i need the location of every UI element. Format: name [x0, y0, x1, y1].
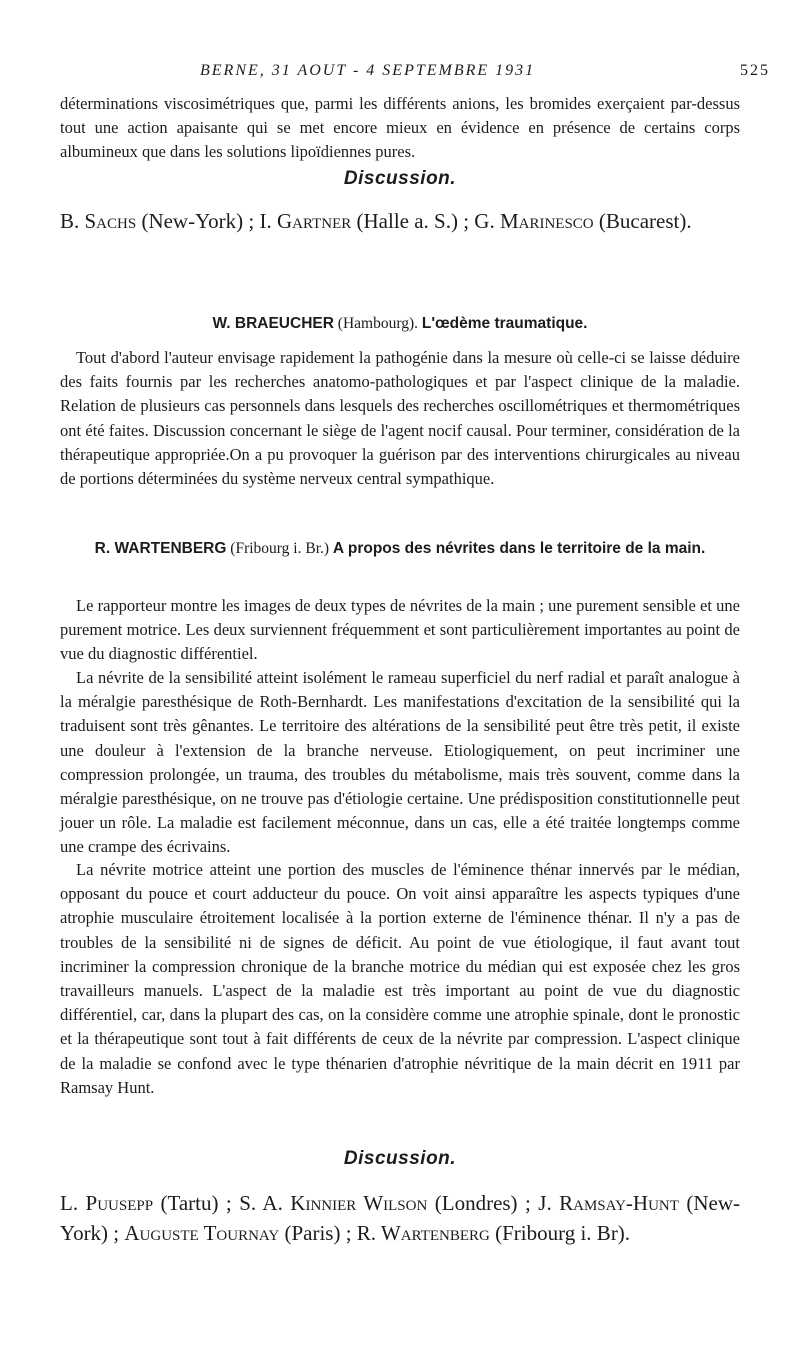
page-number: 525	[740, 62, 770, 79]
continuation-paragraph: déterminations viscosimétriques que, parmi les différents anions, les bromides exerçaient par-dessus tout une action apaisante qui se met encore mieux en évidence en présence de certains corps albumineux que dans les solutions lipoïdiennes pures.	[60, 94, 740, 161]
article-body-braeucher: Tout d'abord l'auteur envisage rapidement la pathogénie dans la mesure où celle-ci se laisse déduire des faits fournis par les recherches anatomo-pathologiques et par l'aspect clinique de la maladie. Relation de plusieurs cas personnels dans lesquels des recherches oscillométriques et thermométriques ont été faites. Discussion concernant le siège de l'agent nocif causal. Pour terminer, considération de la thérapeutique appropriée.On a pu provoquer la guérison par des interventions chirurgicales au niveau de portions déterminées du système nerveux central sympathique.	[60, 348, 740, 489]
participant-place: (Fribourg i. Br).	[489, 1221, 631, 1245]
article-heading-braeucher	[60, 312, 740, 336]
running-head: BERNE, 31 AOUT - 4 SEPTEMBRE 1931	[200, 62, 536, 79]
article-paragraph-1: Le rapporteur montre les images de deux types de névrites de la main ; une purement sensible et une purement motrice. Les deux surviennent fréquemment et sont particulièrement importantes au point de vue du diagnostic différentiel.	[60, 596, 740, 664]
participant-name: Auguste Tournay	[124, 1221, 280, 1245]
participant-place: (Paris) ;	[279, 1221, 357, 1245]
article-author: R. WARTENBERG	[94, 540, 227, 557]
discussion-heading-1: Discussion.	[343, 168, 457, 189]
discussion-participants-1	[60, 206, 740, 236]
participant-name: I. Gartner	[259, 209, 352, 233]
participant-place: (Londres) ;	[427, 1191, 539, 1215]
discussion-participants-2	[60, 1188, 740, 1248]
article-author-place: (Fribourg i. Br.)	[226, 540, 333, 557]
article-heading-wartenberg	[60, 537, 740, 561]
participant-place: (New-York) ;	[60, 1191, 740, 1245]
article-author-place: (Hambourg).	[333, 315, 422, 332]
article-paragraph-3: La névrite motrice atteint une portion des muscles de l'éminence thénar innervés par le médian, opposant du pouce et court adducteur du pouce. On voit ainsi apparaître les aspects typiques d'une atrophie musculaire étroitement localisée à la portion externe de l'éminence thénar. Il n'y a pas de troubles de la sensibilité ni de signes de déficit. Au point de vue étiologique, il faut avant tout incriminer la compression chronique de la branche motrice du médian qui est exposée chez les gros travailleurs manuels. L'aspect de la maladie est très important au point de vue du diagnostic différentiel, car, dans la plupart des cas, on la considère comme une atrophie spinale, dont le pronostic et la thérapeutique sont tout à fait différents de ceux de la névrite par compression. L'aspect clinique de la maladie se confond avec le type thénarien d'atrophie névritique de la main décrit en 1911 par Ramsay Hunt.	[60, 860, 740, 1097]
participant-name: L. Puusepp	[60, 1191, 154, 1215]
article-title: L'œdème traumatique.	[421, 315, 588, 332]
article-title: A propos des névrites dans le territoire de la main.	[332, 540, 706, 557]
participant-name: R. Wartenberg	[356, 1221, 490, 1245]
participant-name: B. Sachs	[60, 209, 137, 233]
participant-name: S. A. Kinnier Wilson	[239, 1191, 428, 1215]
participant-name: G. Marinesco	[474, 209, 594, 233]
participant-place: (Halle a. S.) ;	[351, 209, 475, 233]
article-paragraph-2: La névrite de la sensibilité atteint isolément le rameau superficiel du nerf radial et paraît analogue à la méralgie paresthésique de Roth-Bernhardt. Les manifestations d'excitation de la sensibilité qui la traduisent sont très gênantes. Le territoire des altérations de la sensibilité peut être très petit, il existe une douleur à l'extension de la branche nerveuse. Etiologiquement, on peut incriminer une compression prolongée, un trauma, des troubles du métabolisme, mais très souvent, comme dans la méralgie paresthésique, on ne trouve pas d'étiologie certaine. Une prédisposition constitutionnelle peut jouer un rôle. La maladie est facilement méconnue, dans un cas, elle a été traitée longtemps comme une crampe des écrivains.	[60, 668, 740, 857]
discussion-heading-2: Discussion.	[343, 1148, 457, 1169]
participant-place: (Bucarest).	[593, 209, 692, 233]
participant-place: (New-York) ;	[136, 209, 260, 233]
participant-place: (Tartu) ;	[153, 1191, 240, 1215]
article-author: W. BRAEUCHER	[212, 315, 334, 332]
participant-name: J. Ramsay-Hunt	[538, 1191, 679, 1215]
